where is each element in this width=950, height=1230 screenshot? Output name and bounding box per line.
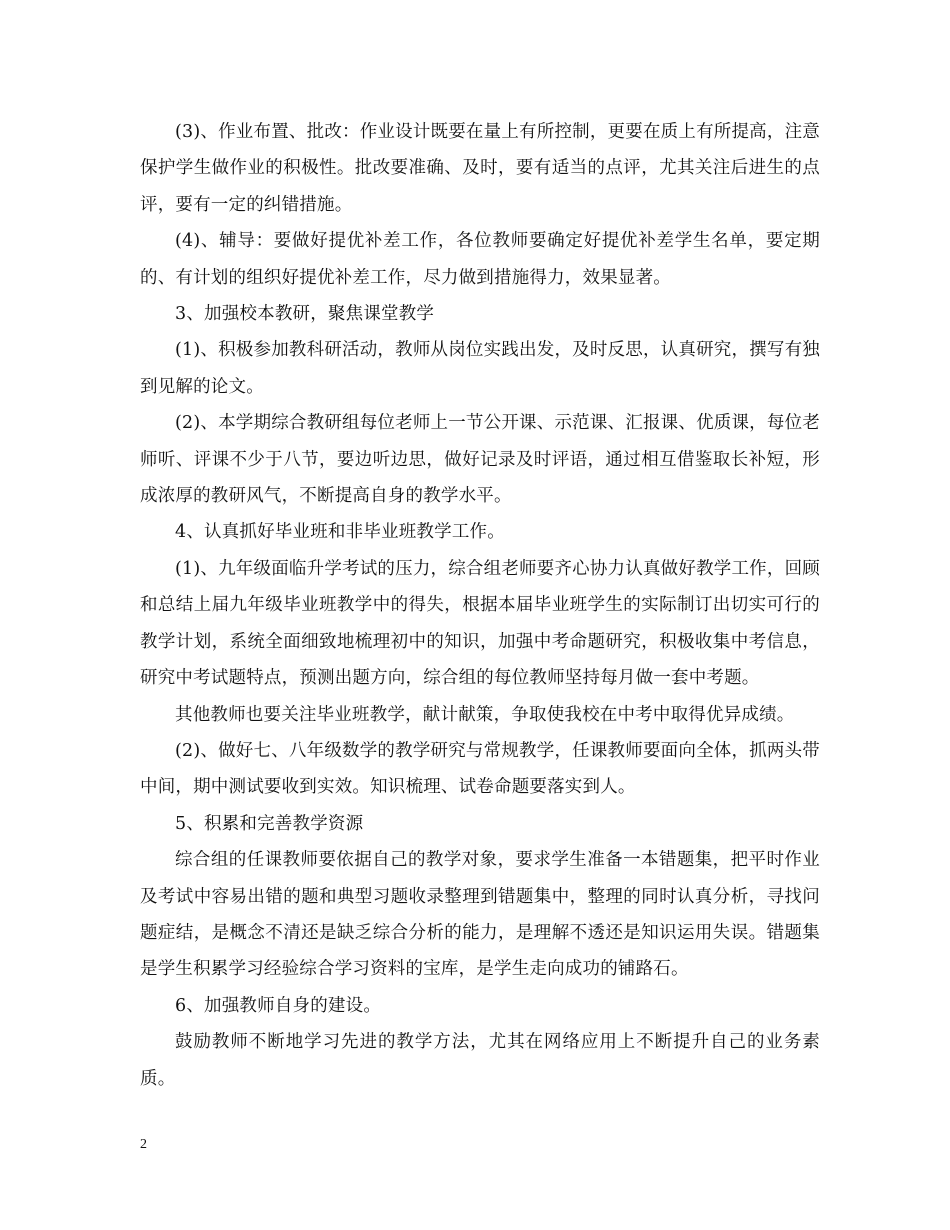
- paragraph-homework-grading: (3)、作业布置、批改：作业设计既要在量上有所控制，更要在质上有所提高，注意保护学生做作业的积极性。批改要准确、及时，要有适当的点评，尤其关注后进生的点评，要有一定的纠错措施。: [140, 122, 820, 215]
- paragraph-other-teachers: 其他教师也要关注毕业班教学，献计献策，争取使我校在中考中取得优异成绩。: [175, 704, 795, 725]
- paragraph-grade-seven-eight: (2)、做好七、八年级数学的教学研究与常规教学，任课教师要面向全体，抓两头带中间，期中测试要收到实效。知识梳理、试卷命题要落实到人。: [140, 740, 820, 798]
- heading-school-research: 3、加强校本教研，聚焦课堂教学: [175, 304, 435, 325]
- page-number: 2: [140, 1137, 147, 1152]
- document-body: [140, 114, 820, 1097]
- heading-teacher-development: 6、加强教师自身的建设。: [175, 995, 382, 1016]
- paragraph-error-collection: 综合组的任课教师要依据自己的教学对象，要求学生准备一本错题集，把平时作业及考试中容易出错的题和典型习题收录整理到错题集中，整理的同时认真分析，寻找问题症结，是概念不清还是缺乏综合分析的能力，是理解不透还是知识运用失误。错题集是学生积累学习经验综合学习资料的宝库，是学生走向成功的铺路石。: [140, 850, 820, 980]
- paragraph-open-lessons: (2)、本学期综合教研组每位老师上一节公开课、示范课、汇报课、优质课，每位老师听、评课不少于八节，要边听边思，做好记录及时评语，通过相互借鉴取长补短，形成浓厚的教研风气，不断提高自身的教学水平。: [140, 413, 820, 507]
- paragraph-teacher-learning: 鼓励教师不断地学习先进的教学方法，尤其在网络应用上不断提升自己的业务素质。: [140, 1032, 820, 1089]
- heading-graduating-classes: 4、认真抓好毕业班和非毕业班教学工作。: [175, 522, 505, 543]
- paragraph-research-activities: (1)、积极参加教科研活动，教师从岗位实践出发，及时反思，认真研究，撰写有独到见解的论文。: [140, 340, 820, 397]
- paragraph-grade-nine: (1)、九年级面临升学考试的压力，综合组老师要齐心协力认真做好教学工作，回顾和总结上届九年级毕业班教学中的得失，根据本届毕业班学生的实际制订出切实可行的教学计划，系统全面细致地梳理初中的知识，加强中考命题研究，积极收集中考信息，研究中考试题特点，预测出题方向，综合组的每位教师坚持每月做一套中考题。: [140, 558, 820, 689]
- paragraph-tutoring: (4)、辅导：要做好提优补差工作，各位教师要确定好提优补差学生名单，要定期的、有计划的组织好提优补差工作，尽力做到措施得力，效果显著。: [140, 231, 820, 288]
- heading-teaching-resources: 5、积累和完善教学资源: [175, 813, 364, 834]
